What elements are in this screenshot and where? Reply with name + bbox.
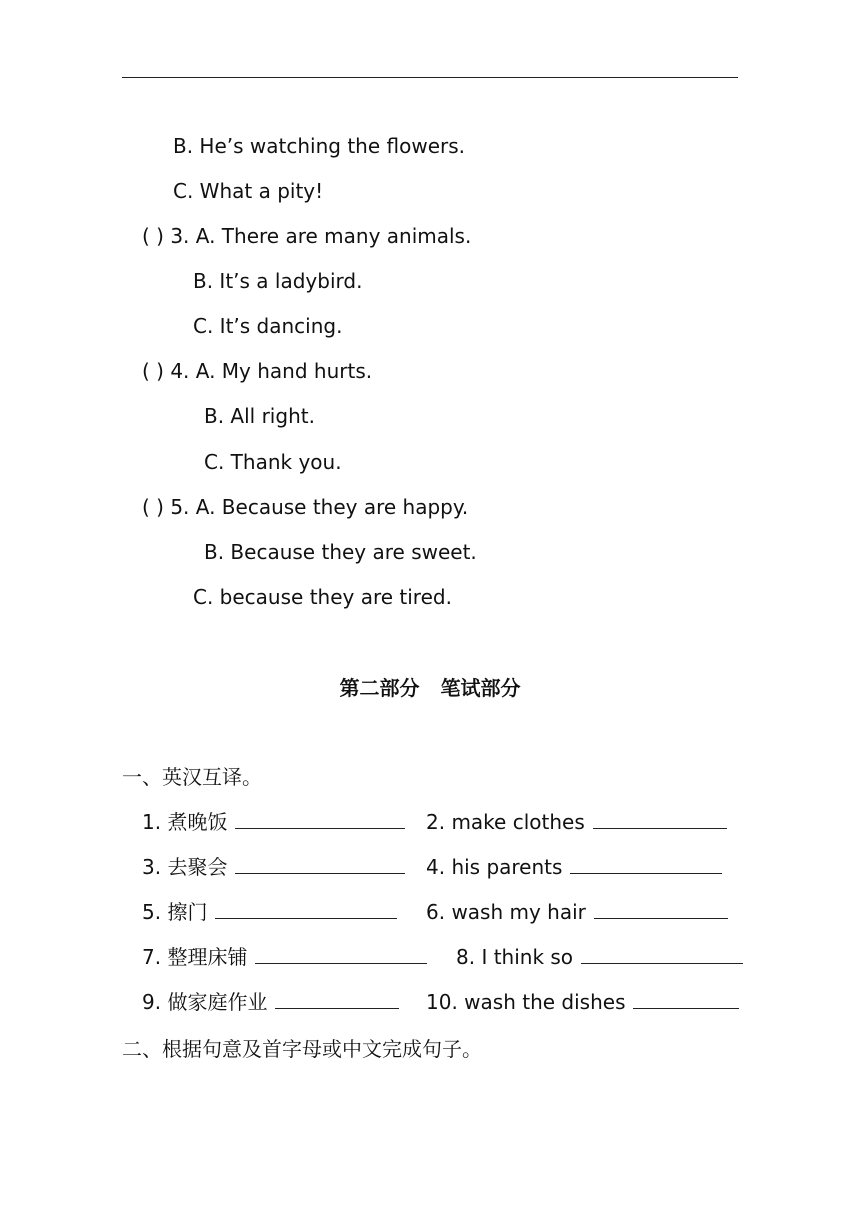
translation-item-10: [426, 989, 739, 1015]
answer-blank[interactable]: [594, 899, 728, 919]
translation-item-5: [142, 899, 397, 925]
translation-item-3: [142, 854, 405, 880]
section-two-title: 二、根据句意及首字母或中文完成句子。: [122, 1037, 482, 1061]
answer-blank[interactable]: [235, 809, 405, 829]
translation-item-8: [456, 944, 743, 970]
answer-blank[interactable]: [275, 989, 399, 1009]
translation-item-1: [142, 809, 405, 835]
part-two-title: 第二部分 笔试部分: [339, 676, 521, 700]
translation-item-2: [426, 809, 727, 835]
translation-item-label: 10. wash the dishes: [426, 990, 626, 1014]
option-b-q2: B. He’s watching the flowers.: [173, 134, 466, 158]
translation-item-label: 3. 去聚会: [142, 855, 228, 879]
translation-item-4: [426, 854, 722, 880]
answer-blank[interactable]: [633, 989, 739, 1009]
answer-blank[interactable]: [235, 854, 405, 874]
translation-item-label: 1. 煮晚饭: [142, 810, 228, 834]
translation-item-6: [426, 899, 728, 925]
translation-item-label: 6. wash my hair: [426, 900, 586, 924]
translation-item-label: 9. 做家庭作业: [142, 990, 268, 1014]
answer-blank[interactable]: [215, 899, 397, 919]
translation-item-label: 7. 整理床铺: [142, 945, 248, 969]
option-c-q5: C. because they are tired.: [193, 585, 452, 609]
translation-item-label: 5. 擦门: [142, 900, 208, 924]
translation-item-label: 4. his parents: [426, 855, 563, 879]
translation-item-label: 2. make clothes: [426, 810, 585, 834]
translation-item-7: [142, 944, 427, 970]
answer-blank[interactable]: [593, 809, 727, 829]
question-3: ( ) 3. A. There are many animals.: [142, 224, 472, 248]
translation-item-label: 8. I think so: [456, 945, 574, 969]
answer-blank[interactable]: [581, 944, 743, 964]
question-5: ( ) 5. A. Because they are happy.: [142, 495, 469, 519]
answer-blank[interactable]: [255, 944, 427, 964]
option-b-q5: B. Because they are sweet.: [204, 540, 477, 564]
question-4: ( ) 4. A. My hand hurts.: [142, 359, 373, 383]
option-c-q2: C. What a pity!: [173, 179, 324, 203]
header-rule: [122, 77, 738, 78]
option-c-q4: C. Thank you.: [204, 450, 342, 474]
option-b-q4: B. All right.: [204, 404, 315, 428]
translation-item-9: [142, 989, 399, 1015]
answer-blank[interactable]: [570, 854, 722, 874]
option-b-q3: B. It’s a ladybird.: [193, 269, 363, 293]
section-one-title: 一、英汉互译。: [122, 765, 262, 789]
option-c-q3: C. It’s dancing.: [193, 314, 343, 338]
